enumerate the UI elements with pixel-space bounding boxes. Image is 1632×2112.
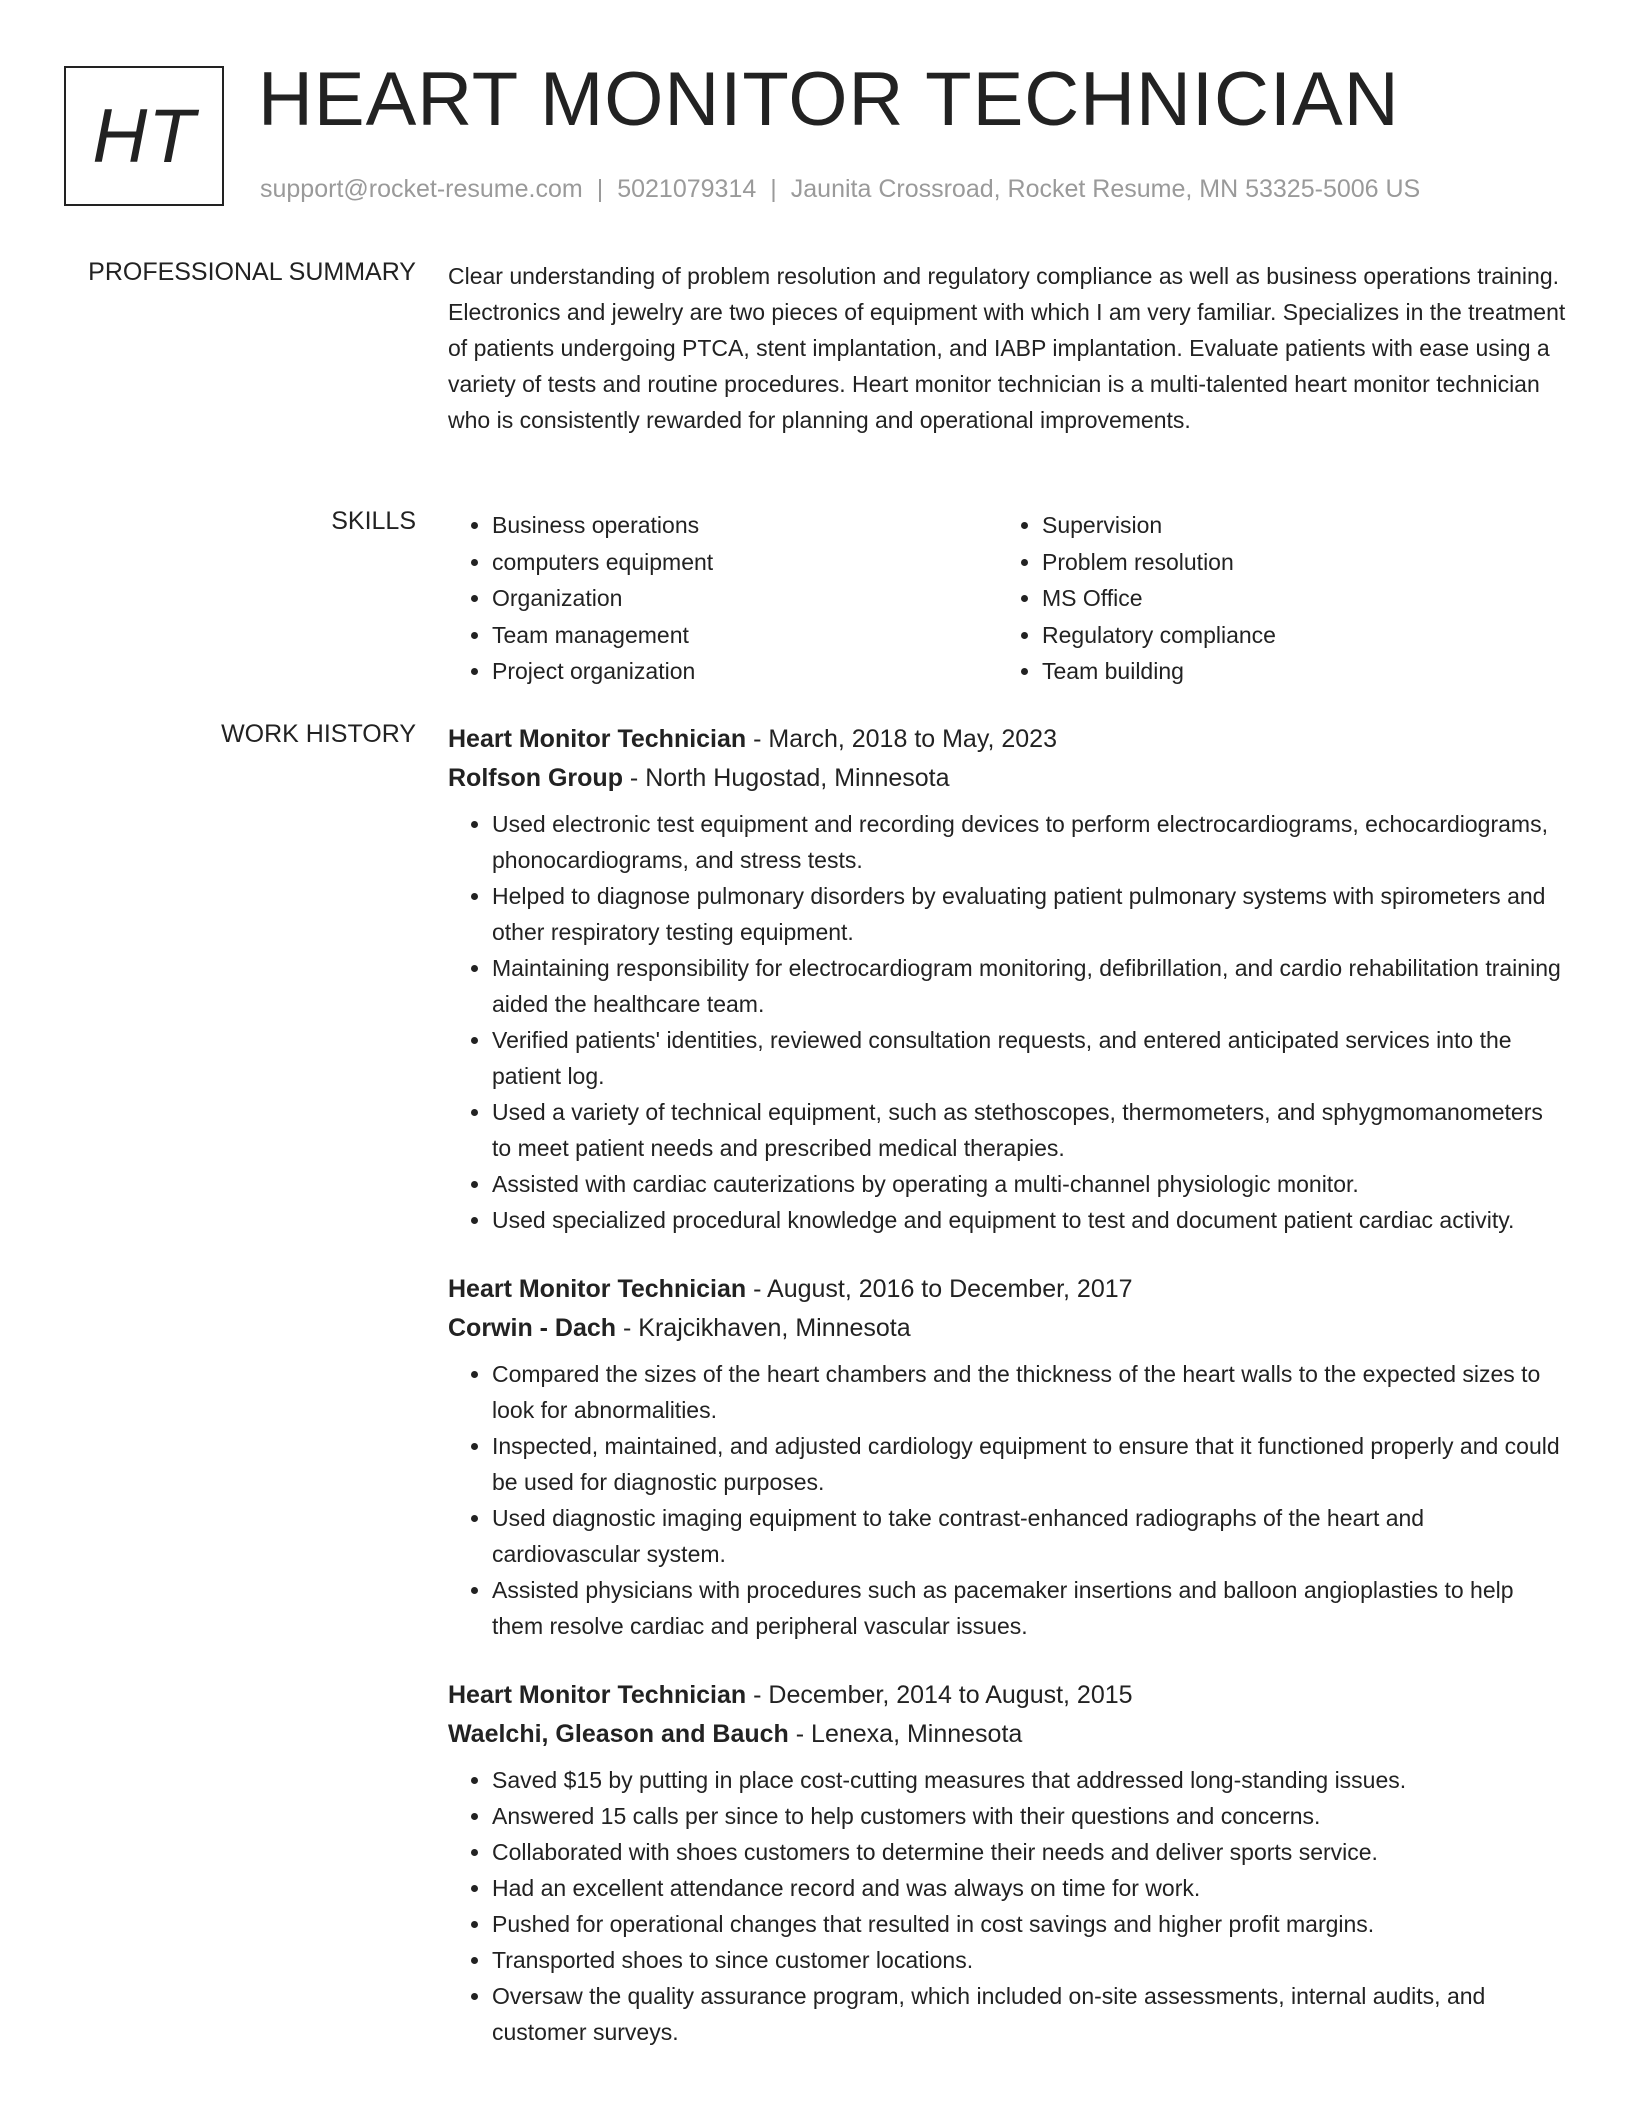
job-title: Heart Monitor Technician [448, 1681, 747, 1709]
summary-heading: PROFESSIONAL SUMMARY [88, 258, 416, 286]
job-bullet: • Assisted physicians with procedures such as pacemaker insertions and balloon angioplasties to help them resolve cardiac and peripheral vascular issues. [492, 1572, 1568, 1644]
job-company: Rolfson Group [448, 764, 623, 792]
job-bullet: • Used a variety of technical equipment, such as stethoscopes, thermometers, and sphygmomanometers to meet patient needs and prescribed medical therapies. [492, 1094, 1568, 1166]
job-dates: - August, 2016 to December, 2017 [746, 1275, 1133, 1303]
skill-item: • Team building [1042, 653, 1548, 690]
job-bullet: • Helped to diagnose pulmonary disorders by evaluating patient pulmonary systems with spirometers and other respiratory testing equipment. [492, 878, 1568, 950]
job-company-line [448, 758, 1568, 798]
job-bullet: • Oversaw the quality assurance program, which included on-site assessments, internal audits, and customer surveys. [492, 1978, 1568, 2050]
job-bullet: • Pushed for operational changes that resulted in cost savings and higher profit margins. [492, 1906, 1568, 1942]
job-bullet: • Verified patients' identities, reviewed consultation requests, and entered anticipated services into the patient log. [492, 1022, 1568, 1094]
job-bullet: • Collaborated with shoes customers to determine their needs and deliver sports service. [492, 1834, 1568, 1870]
skill-item: • Team management [492, 617, 998, 654]
skill-item: • Problem resolution [1042, 544, 1548, 581]
job-company: Corwin - Dach [448, 1314, 617, 1342]
job-location: - North Hugostad, Minnesota [622, 764, 950, 792]
skill-item: • computers equipment [492, 544, 998, 581]
contact-separator: | [596, 175, 604, 203]
job-location: - Lenexa, Minnesota [788, 1720, 1023, 1748]
job-dates: - March, 2018 to May, 2023 [746, 725, 1057, 753]
contact-line [260, 175, 1420, 204]
job-bullet: • Saved $15 by putting in place cost-cutting measures that addressed long-standing issues. [492, 1762, 1568, 1798]
job-title: Heart Monitor Technician [448, 1275, 747, 1303]
job-company-line [448, 1714, 1568, 1754]
job-dates: - December, 2014 to August, 2015 [746, 1681, 1133, 1709]
job-title-line [448, 1270, 1568, 1308]
skills-grid [448, 507, 1568, 690]
job-bullet: • Answered 15 calls per since to help customers with their questions and concerns. [492, 1798, 1568, 1834]
job-bullet: • Transported shoes to since customer locations. [492, 1942, 1568, 1978]
job-title-line [448, 720, 1568, 758]
skills-column-left [448, 507, 998, 690]
job-title: Heart Monitor Technician [448, 725, 747, 753]
job-title-line [448, 1676, 1568, 1714]
skill-item: • MS Office [1042, 580, 1548, 617]
skill-item: • Business operations [492, 507, 998, 544]
summary-body [448, 258, 1568, 438]
job-bullet: • Had an excellent attendance record and was always on time for work. [492, 1870, 1568, 1906]
monogram-logo: HT [64, 66, 224, 206]
skills-column-right [998, 507, 1548, 690]
job-bullet: • Assisted with cardiac cauterizations by operating a multi-channel physiologic monitor. [492, 1166, 1568, 1202]
job-bullet: • Maintaining responsibility for electrocardiogram monitoring, defibrillation, and cardio rehabilitation training aided the healthcare team. [492, 950, 1568, 1022]
skill-item: • Regulatory compliance [1042, 617, 1548, 654]
skill-item: • Organization [492, 580, 998, 617]
work-history-body [448, 720, 1568, 2082]
job-bullets [448, 1762, 1568, 2050]
job-bullet: • Used specialized procedural knowledge and equipment to test and document patient cardiac activity. [492, 1202, 1568, 1238]
job-entry [448, 720, 1568, 1238]
job-company: Waelchi, Gleason and Bauch [448, 1720, 789, 1748]
summary-text: Clear understanding of problem resolution and regulatory compliance as well as business operations training. Electronics and jewelry are two pieces of equipment with which I am very familiar. Specializes in the treatment of patients undergoing PTCA, stent implantation, and IABP implantation. Evaluate patients with ease using a variety of tests and routine procedures. Heart monitor technician is a multi-talented heart monitor technician who is consistently rewarded for planning and operational improvements. [448, 263, 1566, 433]
skill-item: • Supervision [1042, 507, 1548, 544]
job-bullet: • Compared the sizes of the heart chambers and the thickness of the heart walls to the expected sizes to look for abnormalities. [492, 1356, 1568, 1428]
job-bullet: • Used diagnostic imaging equipment to take contrast-enhanced radiographs of the heart and cardiovascular system. [492, 1500, 1568, 1572]
job-bullet: • Inspected, maintained, and adjusted cardiology equipment to ensure that it functioned properly and could be used for diagnostic purposes. [492, 1428, 1568, 1500]
job-entry [448, 1270, 1568, 1644]
job-bullet: • Used electronic test equipment and recording devices to perform electrocardiograms, echocardiograms, phonocardiograms, and stress tests. [492, 806, 1568, 878]
skills-body [448, 507, 1568, 690]
job-company-line [448, 1308, 1568, 1348]
candidate-name: HEART MONITOR TECHNICIAN [258, 57, 1400, 142]
job-entry [448, 1676, 1568, 2050]
job-bullets [448, 1356, 1568, 1644]
contact-address: Jaunita Crossroad, Rocket Resume, MN 53325-5006 US [790, 175, 1421, 203]
contact-email[interactable]: support@rocket-resume.com [260, 175, 583, 203]
job-location: - Krajcikhaven, Minnesota [616, 1314, 911, 1342]
job-bullets [448, 806, 1568, 1238]
skills-heading: SKILLS [331, 507, 416, 535]
contact-separator: | [770, 175, 777, 203]
skill-item: • Project organization [492, 653, 998, 690]
contact-phone[interactable]: 5021079314 [617, 175, 757, 203]
work-history-heading: WORK HISTORY [221, 720, 416, 748]
